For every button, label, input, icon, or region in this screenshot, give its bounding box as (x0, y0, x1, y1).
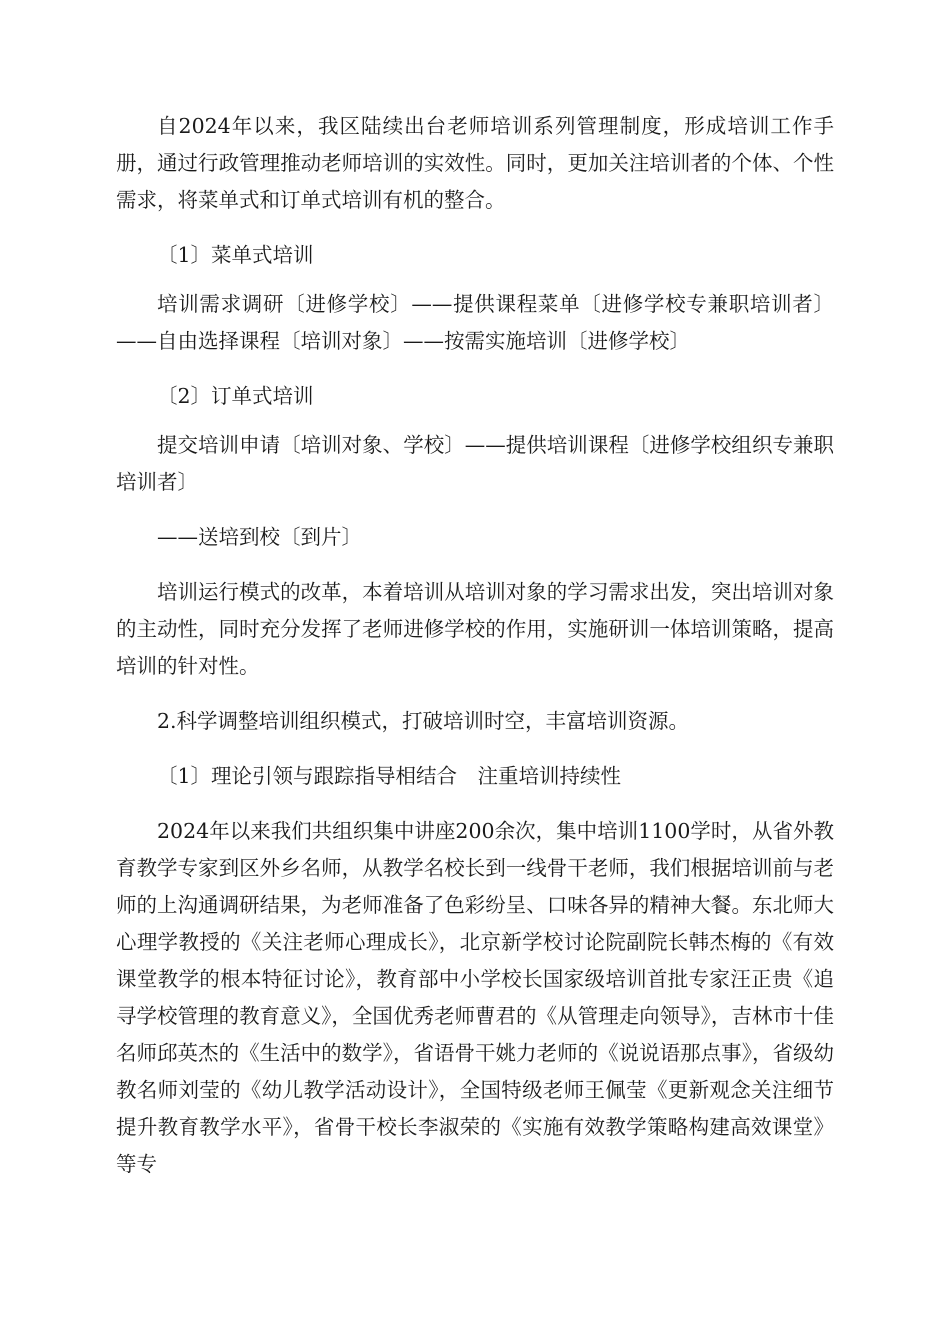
document-body (116, 108, 834, 1183)
paragraph-lectures: 2024年以来我们共组织集中讲座200余次，集中培训1100学时，从省外教育教学专家到区外乡名师，从教学名校长到一线骨干老师，我们根据培训前与老师的上沟通调研结果，为老师准备了色彩纷呈、口味各异的精神大餐。东北师大心理学教授的《关注老师心理成长》，北京新学校讨论院副院长韩杰梅的《有效课堂教学的根本特征讨论》，教育部中小学校长国家级培训首批专家汪正贵《追寻学校管理的教育意义》，全国优秀老师曹君的《从管理走向领导》，吉林市十佳名师邱英杰的《生活中的数学》，省语骨干姚力老师的《说说语那点事》，省级幼教名师刘莹的《幼儿教学活动设计》，全国特级老师王佩莹《更新观念关注细节提升教育教学水平》，省骨干校长李淑荣的《实施有效教学策略构建高效课堂》等专 (116, 819, 834, 1176)
heading-order-training: 〔2〕订单式培训 (157, 384, 314, 408)
paragraph-reform: 培训运行模式的改革，本着培训从培训对象的学习需求出发，突出培训对象的主动性，同时充分发挥了老师进修学校的作用，实施研训一体培训策略，提高培训的针对性。 (116, 580, 834, 678)
paragraph-menu-flow: 培训需求调研〔进修学校〕——提供课程菜单〔进修学校专兼职培训者〕——自由选择课程〔培训对象〕——按需实施培训〔进修学校〕 (116, 292, 834, 353)
heading-theory-guidance: 〔1〕理论引领与跟踪指导相结合 注重培训持续性 (157, 764, 622, 788)
paragraph-intro: 自2024年以来，我区陆续出台老师培训系列管理制度，形成培训工作手册，通过行政管理推动老师培训的实效性。同时，更加关注培训者的个体、个性需求，将菜单式和订单式培训有机的整合。 (116, 114, 834, 212)
paragraph-order-flow: 提交培训申请〔培训对象、学校〕——提供培训课程〔进修学校组织专兼职培训者〕 (116, 433, 834, 494)
heading-menu-training: 〔1〕菜单式培训 (157, 243, 314, 267)
heading-section-2: 2.科学调整培训组织模式，打破培训时空，丰富培训资源。 (157, 709, 690, 733)
paragraph-order-flow-cont: ——送培到校〔到片〕 (157, 525, 362, 549)
